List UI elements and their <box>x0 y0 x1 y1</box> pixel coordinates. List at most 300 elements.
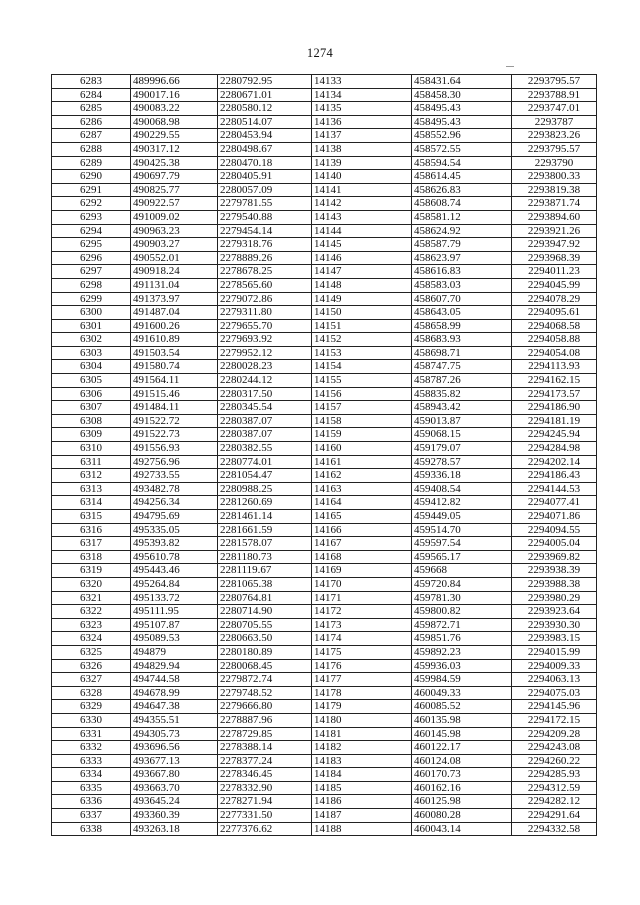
northing-1-cell: 2279655.70 <box>218 319 312 333</box>
table-body <box>52 75 597 836</box>
northing-1-cell: 2281054.47 <box>218 469 312 483</box>
easting-1-cell: 490903.27 <box>131 238 218 252</box>
northing-1-cell: 2278889.26 <box>218 251 312 265</box>
northing-1-cell: 2280387.07 <box>218 414 312 428</box>
point-id-cell: 6299 <box>52 292 131 306</box>
point-id-2-cell: 14157 <box>312 401 412 415</box>
northing-1-cell: 2279952.12 <box>218 346 312 360</box>
easting-2-cell: 459720.84 <box>412 577 512 591</box>
easting-2-cell: 458552.96 <box>412 129 512 143</box>
table-row <box>52 170 597 184</box>
easting-2-cell: 459668 <box>412 564 512 578</box>
northing-2-cell: 2294282.12 <box>512 795 597 809</box>
point-id-2-cell: 14143 <box>312 210 412 224</box>
northing-2-cell: 2294054.08 <box>512 346 597 360</box>
point-id-2-cell: 14150 <box>312 306 412 320</box>
northing-1-cell: 2278346.45 <box>218 768 312 782</box>
easting-2-cell: 458626.83 <box>412 183 512 197</box>
northing-2-cell: 2294260.22 <box>512 754 597 768</box>
table-row <box>52 401 597 415</box>
northing-1-cell: 2279318.76 <box>218 238 312 252</box>
easting-1-cell: 493645.24 <box>131 795 218 809</box>
point-id-cell: 6297 <box>52 265 131 279</box>
northing-2-cell: 2293747.01 <box>512 102 597 116</box>
easting-2-cell: 460080.28 <box>412 809 512 823</box>
point-id-cell: 6313 <box>52 482 131 496</box>
point-id-2-cell: 14148 <box>312 278 412 292</box>
northing-2-cell: 2293894.60 <box>512 210 597 224</box>
table-row <box>52 292 597 306</box>
easting-2-cell: 459412.82 <box>412 496 512 510</box>
easting-2-cell: 459278.57 <box>412 455 512 469</box>
point-id-2-cell: 14152 <box>312 333 412 347</box>
table-row <box>52 306 597 320</box>
easting-2-cell: 458698.71 <box>412 346 512 360</box>
table-row <box>52 238 597 252</box>
easting-1-cell: 490963.23 <box>131 224 218 238</box>
point-id-cell: 6337 <box>52 809 131 823</box>
northing-2-cell: 2293790 <box>512 156 597 170</box>
table-row <box>52 251 597 265</box>
point-id-cell: 6286 <box>52 115 131 129</box>
easting-1-cell: 493482.78 <box>131 482 218 496</box>
northing-2-cell: 2294144.53 <box>512 482 597 496</box>
easting-2-cell: 459892.23 <box>412 645 512 659</box>
table-row <box>52 510 597 524</box>
easting-1-cell: 490825.77 <box>131 183 218 197</box>
easting-2-cell: 460125.98 <box>412 795 512 809</box>
easting-2-cell: 458747.75 <box>412 360 512 374</box>
point-id-cell: 6333 <box>52 754 131 768</box>
point-id-cell: 6325 <box>52 645 131 659</box>
point-id-cell: 6321 <box>52 591 131 605</box>
point-id-2-cell: 14167 <box>312 537 412 551</box>
point-id-cell: 6295 <box>52 238 131 252</box>
table-row <box>52 482 597 496</box>
point-id-cell: 6338 <box>52 822 131 836</box>
easting-2-cell: 459800.82 <box>412 605 512 619</box>
easting-1-cell: 491580.74 <box>131 360 218 374</box>
table-row <box>52 156 597 170</box>
point-id-cell: 6283 <box>52 75 131 89</box>
northing-1-cell: 2280068.45 <box>218 659 312 673</box>
point-id-cell: 6289 <box>52 156 131 170</box>
point-id-cell: 6308 <box>52 414 131 428</box>
point-id-cell: 6322 <box>52 605 131 619</box>
point-id-2-cell: 14177 <box>312 673 412 687</box>
point-id-2-cell: 14147 <box>312 265 412 279</box>
point-id-cell: 6310 <box>52 442 131 456</box>
northing-1-cell: 2280405.91 <box>218 170 312 184</box>
northing-2-cell: 2293983.15 <box>512 632 597 646</box>
easting-1-cell: 493677.13 <box>131 754 218 768</box>
easting-1-cell: 495335.05 <box>131 523 218 537</box>
easting-2-cell: 459514.70 <box>412 523 512 537</box>
point-id-cell: 6305 <box>52 374 131 388</box>
northing-1-cell: 2280671.01 <box>218 88 312 102</box>
point-id-2-cell: 14144 <box>312 224 412 238</box>
easting-2-cell: 459781.30 <box>412 591 512 605</box>
point-id-cell: 6307 <box>52 401 131 415</box>
easting-1-cell: 491600.26 <box>131 319 218 333</box>
northing-1-cell: 2279872.74 <box>218 673 312 687</box>
easting-2-cell: 460122.17 <box>412 741 512 755</box>
northing-1-cell: 2280057.09 <box>218 183 312 197</box>
northing-2-cell: 2294095.61 <box>512 306 597 320</box>
northing-1-cell: 2280382.55 <box>218 442 312 456</box>
easting-2-cell: 458607.70 <box>412 292 512 306</box>
northing-2-cell: 2294202.14 <box>512 455 597 469</box>
point-id-cell: 6302 <box>52 333 131 347</box>
point-id-2-cell: 14159 <box>312 428 412 442</box>
northing-1-cell: 2279781.55 <box>218 197 312 211</box>
northing-1-cell: 2277376.62 <box>218 822 312 836</box>
northing-1-cell: 2281180.73 <box>218 550 312 564</box>
easting-2-cell: 458583.03 <box>412 278 512 292</box>
table-row <box>52 455 597 469</box>
northing-2-cell: 2294045.99 <box>512 278 597 292</box>
point-id-2-cell: 14158 <box>312 414 412 428</box>
table-row <box>52 713 597 727</box>
table-row <box>52 346 597 360</box>
table-row <box>52 537 597 551</box>
easting-1-cell: 495111.95 <box>131 605 218 619</box>
northing-1-cell: 2280453.94 <box>218 129 312 143</box>
point-id-2-cell: 14169 <box>312 564 412 578</box>
northing-2-cell: 2294113.93 <box>512 360 597 374</box>
easting-2-cell: 458943.42 <box>412 401 512 415</box>
northing-2-cell: 2294009.33 <box>512 659 597 673</box>
table-row <box>52 822 597 836</box>
northing-1-cell: 2279311.80 <box>218 306 312 320</box>
easting-1-cell: 495610.78 <box>131 550 218 564</box>
northing-1-cell: 2280028.23 <box>218 360 312 374</box>
table-row <box>52 469 597 483</box>
easting-2-cell: 458835.82 <box>412 387 512 401</box>
table-row <box>52 673 597 687</box>
easting-1-cell: 490317.12 <box>131 142 218 156</box>
point-id-cell: 6285 <box>52 102 131 116</box>
easting-1-cell: 490922.57 <box>131 197 218 211</box>
table-row <box>52 224 597 238</box>
easting-1-cell: 490552.01 <box>131 251 218 265</box>
northing-1-cell: 2280764.81 <box>218 591 312 605</box>
easting-1-cell: 494879 <box>131 645 218 659</box>
northing-2-cell: 2294005.04 <box>512 537 597 551</box>
point-id-2-cell: 14174 <box>312 632 412 646</box>
easting-2-cell: 459872.71 <box>412 618 512 632</box>
table-row <box>52 374 597 388</box>
easting-2-cell: 460124.08 <box>412 754 512 768</box>
point-id-2-cell: 14172 <box>312 605 412 619</box>
northing-1-cell: 2280387.07 <box>218 428 312 442</box>
point-id-cell: 6331 <box>52 727 131 741</box>
easting-1-cell: 495443.46 <box>131 564 218 578</box>
easting-2-cell: 460145.98 <box>412 727 512 741</box>
table-row <box>52 265 597 279</box>
point-id-2-cell: 14160 <box>312 442 412 456</box>
easting-1-cell: 491131.04 <box>131 278 218 292</box>
northing-1-cell: 2280180.89 <box>218 645 312 659</box>
point-id-2-cell: 14182 <box>312 741 412 755</box>
northing-1-cell: 2279454.14 <box>218 224 312 238</box>
point-id-cell: 6287 <box>52 129 131 143</box>
point-id-2-cell: 14138 <box>312 142 412 156</box>
point-id-cell: 6320 <box>52 577 131 591</box>
northing-2-cell: 2294078.29 <box>512 292 597 306</box>
northing-2-cell: 2293980.29 <box>512 591 597 605</box>
point-id-cell: 6334 <box>52 768 131 782</box>
northing-2-cell: 2294285.93 <box>512 768 597 782</box>
easting-2-cell: 458683.93 <box>412 333 512 347</box>
point-id-cell: 6284 <box>52 88 131 102</box>
northing-1-cell: 2281661.59 <box>218 523 312 537</box>
easting-2-cell: 458643.05 <box>412 306 512 320</box>
easting-1-cell: 491009.02 <box>131 210 218 224</box>
point-id-cell: 6292 <box>52 197 131 211</box>
northing-2-cell: 2294145.96 <box>512 700 597 714</box>
northing-1-cell: 2278332.90 <box>218 781 312 795</box>
easting-1-cell: 494744.58 <box>131 673 218 687</box>
point-id-cell: 6316 <box>52 523 131 537</box>
northing-2-cell: 2294312.59 <box>512 781 597 795</box>
point-id-cell: 6298 <box>52 278 131 292</box>
easting-1-cell: 493663.70 <box>131 781 218 795</box>
point-id-cell: 6293 <box>52 210 131 224</box>
easting-1-cell: 492756.96 <box>131 455 218 469</box>
northing-1-cell: 2277331.50 <box>218 809 312 823</box>
table-row <box>52 88 597 102</box>
easting-2-cell: 458594.54 <box>412 156 512 170</box>
easting-2-cell: 458495.43 <box>412 102 512 116</box>
northing-1-cell: 2280470.18 <box>218 156 312 170</box>
easting-1-cell: 493360.39 <box>131 809 218 823</box>
northing-2-cell: 2293795.57 <box>512 75 597 89</box>
easting-1-cell: 491515.46 <box>131 387 218 401</box>
point-id-cell: 6306 <box>52 387 131 401</box>
point-id-2-cell: 14171 <box>312 591 412 605</box>
northing-2-cell: 2293923.64 <box>512 605 597 619</box>
coordinates-table <box>51 74 597 836</box>
northing-2-cell: 2293947.92 <box>512 238 597 252</box>
easting-1-cell: 491610.89 <box>131 333 218 347</box>
easting-1-cell: 490697.79 <box>131 170 218 184</box>
easting-2-cell: 458623.97 <box>412 251 512 265</box>
northing-1-cell: 2280663.50 <box>218 632 312 646</box>
easting-1-cell: 491556.93 <box>131 442 218 456</box>
easting-2-cell: 460162.16 <box>412 781 512 795</box>
northing-2-cell: 2293988.38 <box>512 577 597 591</box>
point-id-2-cell: 14170 <box>312 577 412 591</box>
point-id-cell: 6323 <box>52 618 131 632</box>
table-row <box>52 102 597 116</box>
northing-2-cell: 2294011.23 <box>512 265 597 279</box>
easting-2-cell: 458616.83 <box>412 265 512 279</box>
point-id-2-cell: 14166 <box>312 523 412 537</box>
easting-1-cell: 491522.73 <box>131 428 218 442</box>
easting-1-cell: 489996.66 <box>131 75 218 89</box>
point-id-2-cell: 14178 <box>312 686 412 700</box>
easting-2-cell: 458431.64 <box>412 75 512 89</box>
table-row <box>52 319 597 333</box>
point-id-2-cell: 14156 <box>312 387 412 401</box>
point-id-cell: 6304 <box>52 360 131 374</box>
easting-1-cell: 495264.84 <box>131 577 218 591</box>
point-id-2-cell: 14163 <box>312 482 412 496</box>
table-row <box>52 809 597 823</box>
northing-1-cell: 2280705.55 <box>218 618 312 632</box>
northing-2-cell: 2293823.26 <box>512 129 597 143</box>
northing-2-cell: 2293800.33 <box>512 170 597 184</box>
point-id-2-cell: 14162 <box>312 469 412 483</box>
easting-1-cell: 495107.87 <box>131 618 218 632</box>
point-id-2-cell: 14141 <box>312 183 412 197</box>
northing-1-cell: 2278377.24 <box>218 754 312 768</box>
northing-1-cell: 2280498.67 <box>218 142 312 156</box>
point-id-cell: 6300 <box>52 306 131 320</box>
table-row <box>52 659 597 673</box>
northing-1-cell: 2280792.95 <box>218 75 312 89</box>
table-row <box>52 183 597 197</box>
easting-2-cell: 458495.43 <box>412 115 512 129</box>
northing-2-cell: 2293930.30 <box>512 618 597 632</box>
point-id-cell: 6314 <box>52 496 131 510</box>
northing-1-cell: 2280714.90 <box>218 605 312 619</box>
northing-1-cell: 2281461.14 <box>218 510 312 524</box>
table-row <box>52 754 597 768</box>
northing-2-cell: 2293968.39 <box>512 251 597 265</box>
point-id-cell: 6317 <box>52 537 131 551</box>
point-id-cell: 6301 <box>52 319 131 333</box>
easting-2-cell: 459408.54 <box>412 482 512 496</box>
northing-2-cell: 2294332.58 <box>512 822 597 836</box>
northing-2-cell: 2293871.74 <box>512 197 597 211</box>
point-id-2-cell: 14176 <box>312 659 412 673</box>
northing-2-cell: 2294181.19 <box>512 414 597 428</box>
point-id-2-cell: 14155 <box>312 374 412 388</box>
northing-1-cell: 2280580.12 <box>218 102 312 116</box>
easting-2-cell: 459851.76 <box>412 632 512 646</box>
easting-1-cell: 490068.98 <box>131 115 218 129</box>
point-id-2-cell: 14135 <box>312 102 412 116</box>
northing-1-cell: 2279748.52 <box>218 686 312 700</box>
easting-2-cell: 460085.52 <box>412 700 512 714</box>
easting-2-cell: 459449.05 <box>412 510 512 524</box>
point-id-2-cell: 14175 <box>312 645 412 659</box>
northing-2-cell: 2294245.94 <box>512 428 597 442</box>
northing-1-cell: 2281065.38 <box>218 577 312 591</box>
northing-2-cell: 2293819.38 <box>512 183 597 197</box>
easting-2-cell: 458572.55 <box>412 142 512 156</box>
point-id-cell: 6324 <box>52 632 131 646</box>
table-row <box>52 686 597 700</box>
northing-1-cell: 2279540.88 <box>218 210 312 224</box>
point-id-cell: 6311 <box>52 455 131 469</box>
scan-mark <box>506 66 514 67</box>
point-id-2-cell: 14165 <box>312 510 412 524</box>
point-id-cell: 6329 <box>52 700 131 714</box>
easting-1-cell: 494678.99 <box>131 686 218 700</box>
table-row <box>52 577 597 591</box>
table-row <box>52 605 597 619</box>
table-row <box>52 741 597 755</box>
point-id-2-cell: 14181 <box>312 727 412 741</box>
table-row <box>52 645 597 659</box>
easting-2-cell: 460135.98 <box>412 713 512 727</box>
point-id-cell: 6290 <box>52 170 131 184</box>
easting-1-cell: 491522.72 <box>131 414 218 428</box>
northing-1-cell: 2279693.92 <box>218 333 312 347</box>
easting-1-cell: 491487.04 <box>131 306 218 320</box>
table-row <box>52 278 597 292</box>
northing-2-cell: 2294284.98 <box>512 442 597 456</box>
northing-1-cell: 2280774.01 <box>218 455 312 469</box>
table-row <box>52 129 597 143</box>
northing-2-cell: 2294058.88 <box>512 333 597 347</box>
easting-1-cell: 493263.18 <box>131 822 218 836</box>
point-id-2-cell: 14185 <box>312 781 412 795</box>
northing-2-cell: 2294243.08 <box>512 741 597 755</box>
table-row <box>52 115 597 129</box>
easting-1-cell: 494795.69 <box>131 510 218 524</box>
table-row <box>52 496 597 510</box>
table-row <box>52 727 597 741</box>
northing-2-cell: 2293938.39 <box>512 564 597 578</box>
northing-2-cell: 2294077.41 <box>512 496 597 510</box>
northing-1-cell: 2280317.50 <box>218 387 312 401</box>
northing-2-cell: 2294015.99 <box>512 645 597 659</box>
point-id-cell: 6296 <box>52 251 131 265</box>
table-row <box>52 632 597 646</box>
easting-1-cell: 491484.11 <box>131 401 218 415</box>
northing-2-cell: 2294186.90 <box>512 401 597 415</box>
easting-1-cell: 494305.73 <box>131 727 218 741</box>
point-id-2-cell: 14134 <box>312 88 412 102</box>
table-row <box>52 197 597 211</box>
easting-2-cell: 459565.17 <box>412 550 512 564</box>
table-row <box>52 414 597 428</box>
easting-2-cell: 458614.45 <box>412 170 512 184</box>
point-id-cell: 6319 <box>52 564 131 578</box>
point-id-2-cell: 14140 <box>312 170 412 184</box>
easting-1-cell: 490083.22 <box>131 102 218 116</box>
point-id-cell: 6330 <box>52 713 131 727</box>
point-id-2-cell: 14180 <box>312 713 412 727</box>
easting-2-cell: 459336.18 <box>412 469 512 483</box>
point-id-2-cell: 14139 <box>312 156 412 170</box>
northing-1-cell: 2278388.14 <box>218 741 312 755</box>
easting-1-cell: 495089.53 <box>131 632 218 646</box>
northing-2-cell: 2294209.28 <box>512 727 597 741</box>
easting-2-cell: 459013.87 <box>412 414 512 428</box>
northing-2-cell: 2294186.43 <box>512 469 597 483</box>
easting-1-cell: 493667.80 <box>131 768 218 782</box>
point-id-2-cell: 14146 <box>312 251 412 265</box>
page-number: 1274 <box>306 46 334 60</box>
easting-1-cell: 491503.54 <box>131 346 218 360</box>
northing-1-cell: 2280345.54 <box>218 401 312 415</box>
northing-2-cell: 2294071.86 <box>512 510 597 524</box>
table-row <box>52 142 597 156</box>
table-row <box>52 768 597 782</box>
point-id-2-cell: 14173 <box>312 618 412 632</box>
easting-1-cell: 490425.38 <box>131 156 218 170</box>
point-id-2-cell: 14153 <box>312 346 412 360</box>
easting-1-cell: 494647.38 <box>131 700 218 714</box>
table-row <box>52 387 597 401</box>
easting-1-cell: 493696.56 <box>131 741 218 755</box>
northing-2-cell: 2294162.15 <box>512 374 597 388</box>
